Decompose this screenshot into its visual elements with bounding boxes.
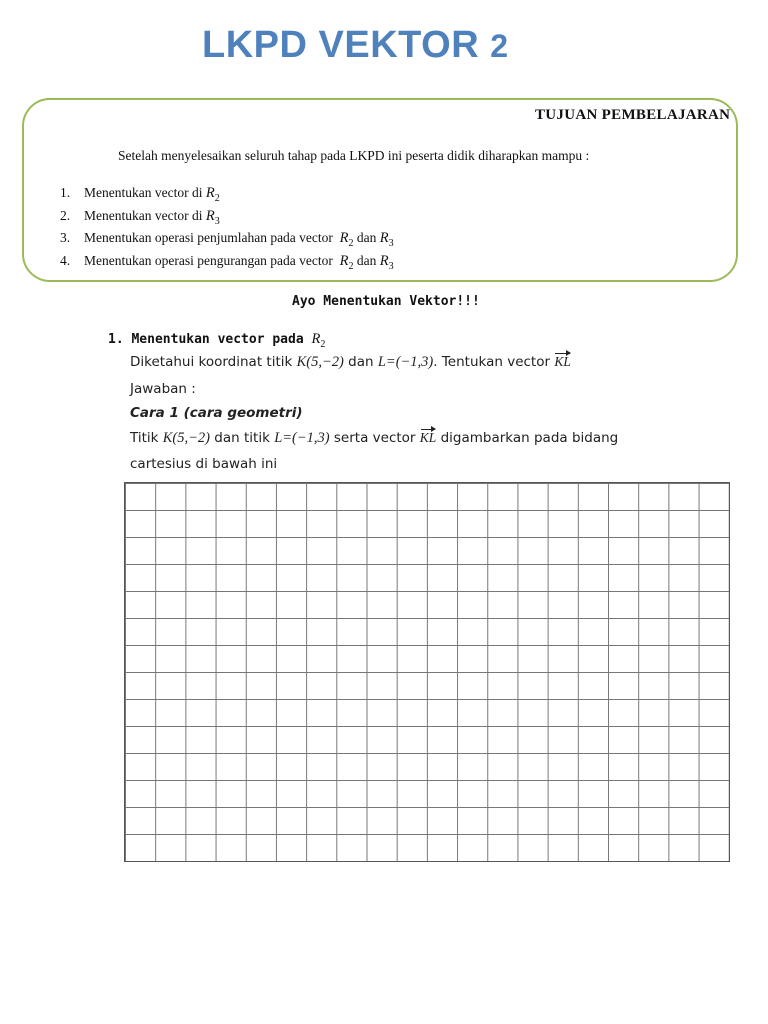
question-heading: 1. Menentukan vector pada $R_2$ [108, 331, 326, 350]
vector-kl: KL [554, 354, 571, 369]
vector-kl: KL [419, 430, 437, 445]
section-title: Ayo Menentukan Vektor!!! [292, 294, 480, 309]
learning-goals-list [60, 182, 394, 272]
goal-item: 2. Menentukan vector di $R_3$ [60, 207, 220, 227]
goal-item: 4. Menentukan operasi pengurangan pada vector $R_2$ dan $R_3$ [60, 252, 394, 272]
goal-item: 3. Menentukan operasi penjumlahan pada vector $R_2$ dan $R_3$ [60, 230, 394, 249]
cartesian-grid[interactable] [124, 482, 730, 862]
method-description-line2: cartesius di bawah ini [130, 456, 278, 472]
question-given: Diketahui koordinat titik K(5,−2) dan L=(−1,3). Tentukan vector KL [130, 354, 571, 370]
title-number: 2 [490, 28, 509, 64]
learning-goals-intro: Setelah menyelesaikan seluruh tahap pada LKPD ini peserta didik diharapkan mampu : [118, 148, 590, 163]
goal-item: 1. Menentukan vector di $R_2$ [60, 185, 220, 204]
title-text: LKPD VEKTOR [202, 24, 480, 66]
learning-goals-heading: TUJUAN PEMBELAJARAN [535, 107, 731, 123]
page-title [202, 24, 509, 67]
answer-label: Jawaban : [130, 381, 196, 397]
method-description: Titik K(5,−2) dan titik L=(−1,3) serta vector KL digambarkan pada bidang [130, 430, 619, 446]
method-label: Cara 1 (cara geometri) [130, 405, 303, 421]
